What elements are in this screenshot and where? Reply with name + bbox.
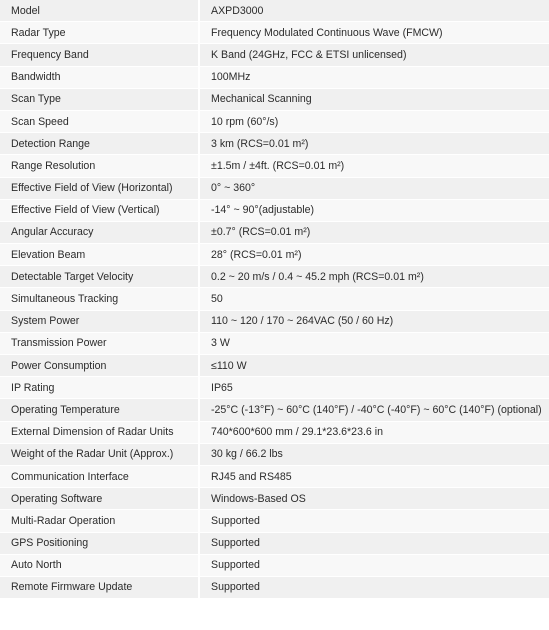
spec-label: External Dimension of Radar Units: [0, 422, 200, 444]
spec-value: Windows-Based OS: [200, 488, 549, 510]
spec-row: [0, 222, 549, 244]
spec-value: ±0.7° (RCS=0.01 m²): [200, 222, 549, 244]
spec-value: Supported: [200, 510, 549, 532]
spec-row: [0, 399, 549, 421]
spec-label: Angular Accuracy: [0, 222, 200, 244]
spec-label: Radar Type: [0, 22, 200, 44]
spec-value: 100MHz: [200, 67, 549, 89]
spec-label: System Power: [0, 311, 200, 333]
spec-row: [0, 244, 549, 266]
spec-row: [0, 311, 549, 333]
spec-row: [0, 422, 549, 444]
spec-value: 30 kg / 66.2 lbs: [200, 444, 549, 466]
spec-row: [0, 111, 549, 133]
spec-label: Multi-Radar Operation: [0, 510, 200, 532]
spec-label: Weight of the Radar Unit (Approx.): [0, 444, 200, 466]
spec-row: [0, 444, 549, 466]
spec-row: [0, 577, 549, 599]
spec-value: 740*600*600 mm / 29.1*23.6*23.6 in: [200, 422, 549, 444]
spec-row: [0, 44, 549, 66]
spec-label: Power Consumption: [0, 355, 200, 377]
spec-row: [0, 22, 549, 44]
spec-label: Effective Field of View (Horizontal): [0, 178, 200, 200]
spec-row: [0, 488, 549, 510]
spec-value: K Band (24GHz, FCC & ETSI unlicensed): [200, 44, 549, 66]
spec-value: Frequency Modulated Continuous Wave (FMCW): [200, 22, 549, 44]
spec-label: Model: [0, 0, 200, 22]
spec-value: 0.2 ~ 20 m/s / 0.4 ~ 45.2 mph (RCS=0.01 m²): [200, 266, 549, 288]
spec-label: GPS Positioning: [0, 533, 200, 555]
spec-row: [0, 0, 549, 22]
spec-value: 3 km (RCS=0.01 m²): [200, 133, 549, 155]
spec-row: [0, 466, 549, 488]
spec-row: [0, 377, 549, 399]
spec-label: Range Resolution: [0, 155, 200, 177]
spec-value: Supported: [200, 577, 549, 599]
spec-label: Elevation Beam: [0, 244, 200, 266]
spec-row: [0, 89, 549, 111]
spec-label: Bandwidth: [0, 67, 200, 89]
spec-value: ≤110 W: [200, 355, 549, 377]
spec-label: Auto North: [0, 555, 200, 577]
spec-value: 10 rpm (60°/s): [200, 111, 549, 133]
spec-label: Detection Range: [0, 133, 200, 155]
spec-label: Remote Firmware Update: [0, 577, 200, 599]
spec-row: [0, 266, 549, 288]
spec-row: [0, 510, 549, 532]
spec-value: AXPD3000: [200, 0, 549, 22]
spec-row: [0, 555, 549, 577]
spec-label: Scan Type: [0, 89, 200, 111]
spec-label: IP Rating: [0, 377, 200, 399]
spec-label: Operating Software: [0, 488, 200, 510]
spec-row: [0, 355, 549, 377]
spec-label: Transmission Power: [0, 333, 200, 355]
spec-row: [0, 333, 549, 355]
spec-value: 28° (RCS=0.01 m²): [200, 244, 549, 266]
spec-value: RJ45 and RS485: [200, 466, 549, 488]
spec-row: [0, 533, 549, 555]
spec-value: 50: [200, 288, 549, 310]
spec-value: Supported: [200, 555, 549, 577]
spec-row: [0, 178, 549, 200]
spec-row: [0, 200, 549, 222]
spec-value: ±1.5m / ±4ft. (RCS=0.01 m²): [200, 155, 549, 177]
spec-value: IP65: [200, 377, 549, 399]
spec-value: Supported: [200, 533, 549, 555]
spec-label: Detectable Target Velocity: [0, 266, 200, 288]
spec-label: Frequency Band: [0, 44, 200, 66]
spec-label: Scan Speed: [0, 111, 200, 133]
spec-row: [0, 155, 549, 177]
spec-label: Operating Temperature: [0, 399, 200, 421]
spec-value: 110 ~ 120 / 170 ~ 264VAC (50 / 60 Hz): [200, 311, 549, 333]
spec-label: Simultaneous Tracking: [0, 288, 200, 310]
spec-value: 0° ~ 360°: [200, 178, 549, 200]
spec-row: [0, 288, 549, 310]
spec-value: Mechanical Scanning: [200, 89, 549, 111]
spec-label: Communication Interface: [0, 466, 200, 488]
spec-value: 3 W: [200, 333, 549, 355]
spec-label: Effective Field of View (Vertical): [0, 200, 200, 222]
spec-value: -25°C (-13°F) ~ 60°C (140°F) / -40°C (-40°F) ~ 60°C (140°F) (optional): [200, 399, 549, 421]
spec-row: [0, 67, 549, 89]
spec-row: [0, 133, 549, 155]
spec-value: -14° ~ 90°(adjustable): [200, 200, 549, 222]
